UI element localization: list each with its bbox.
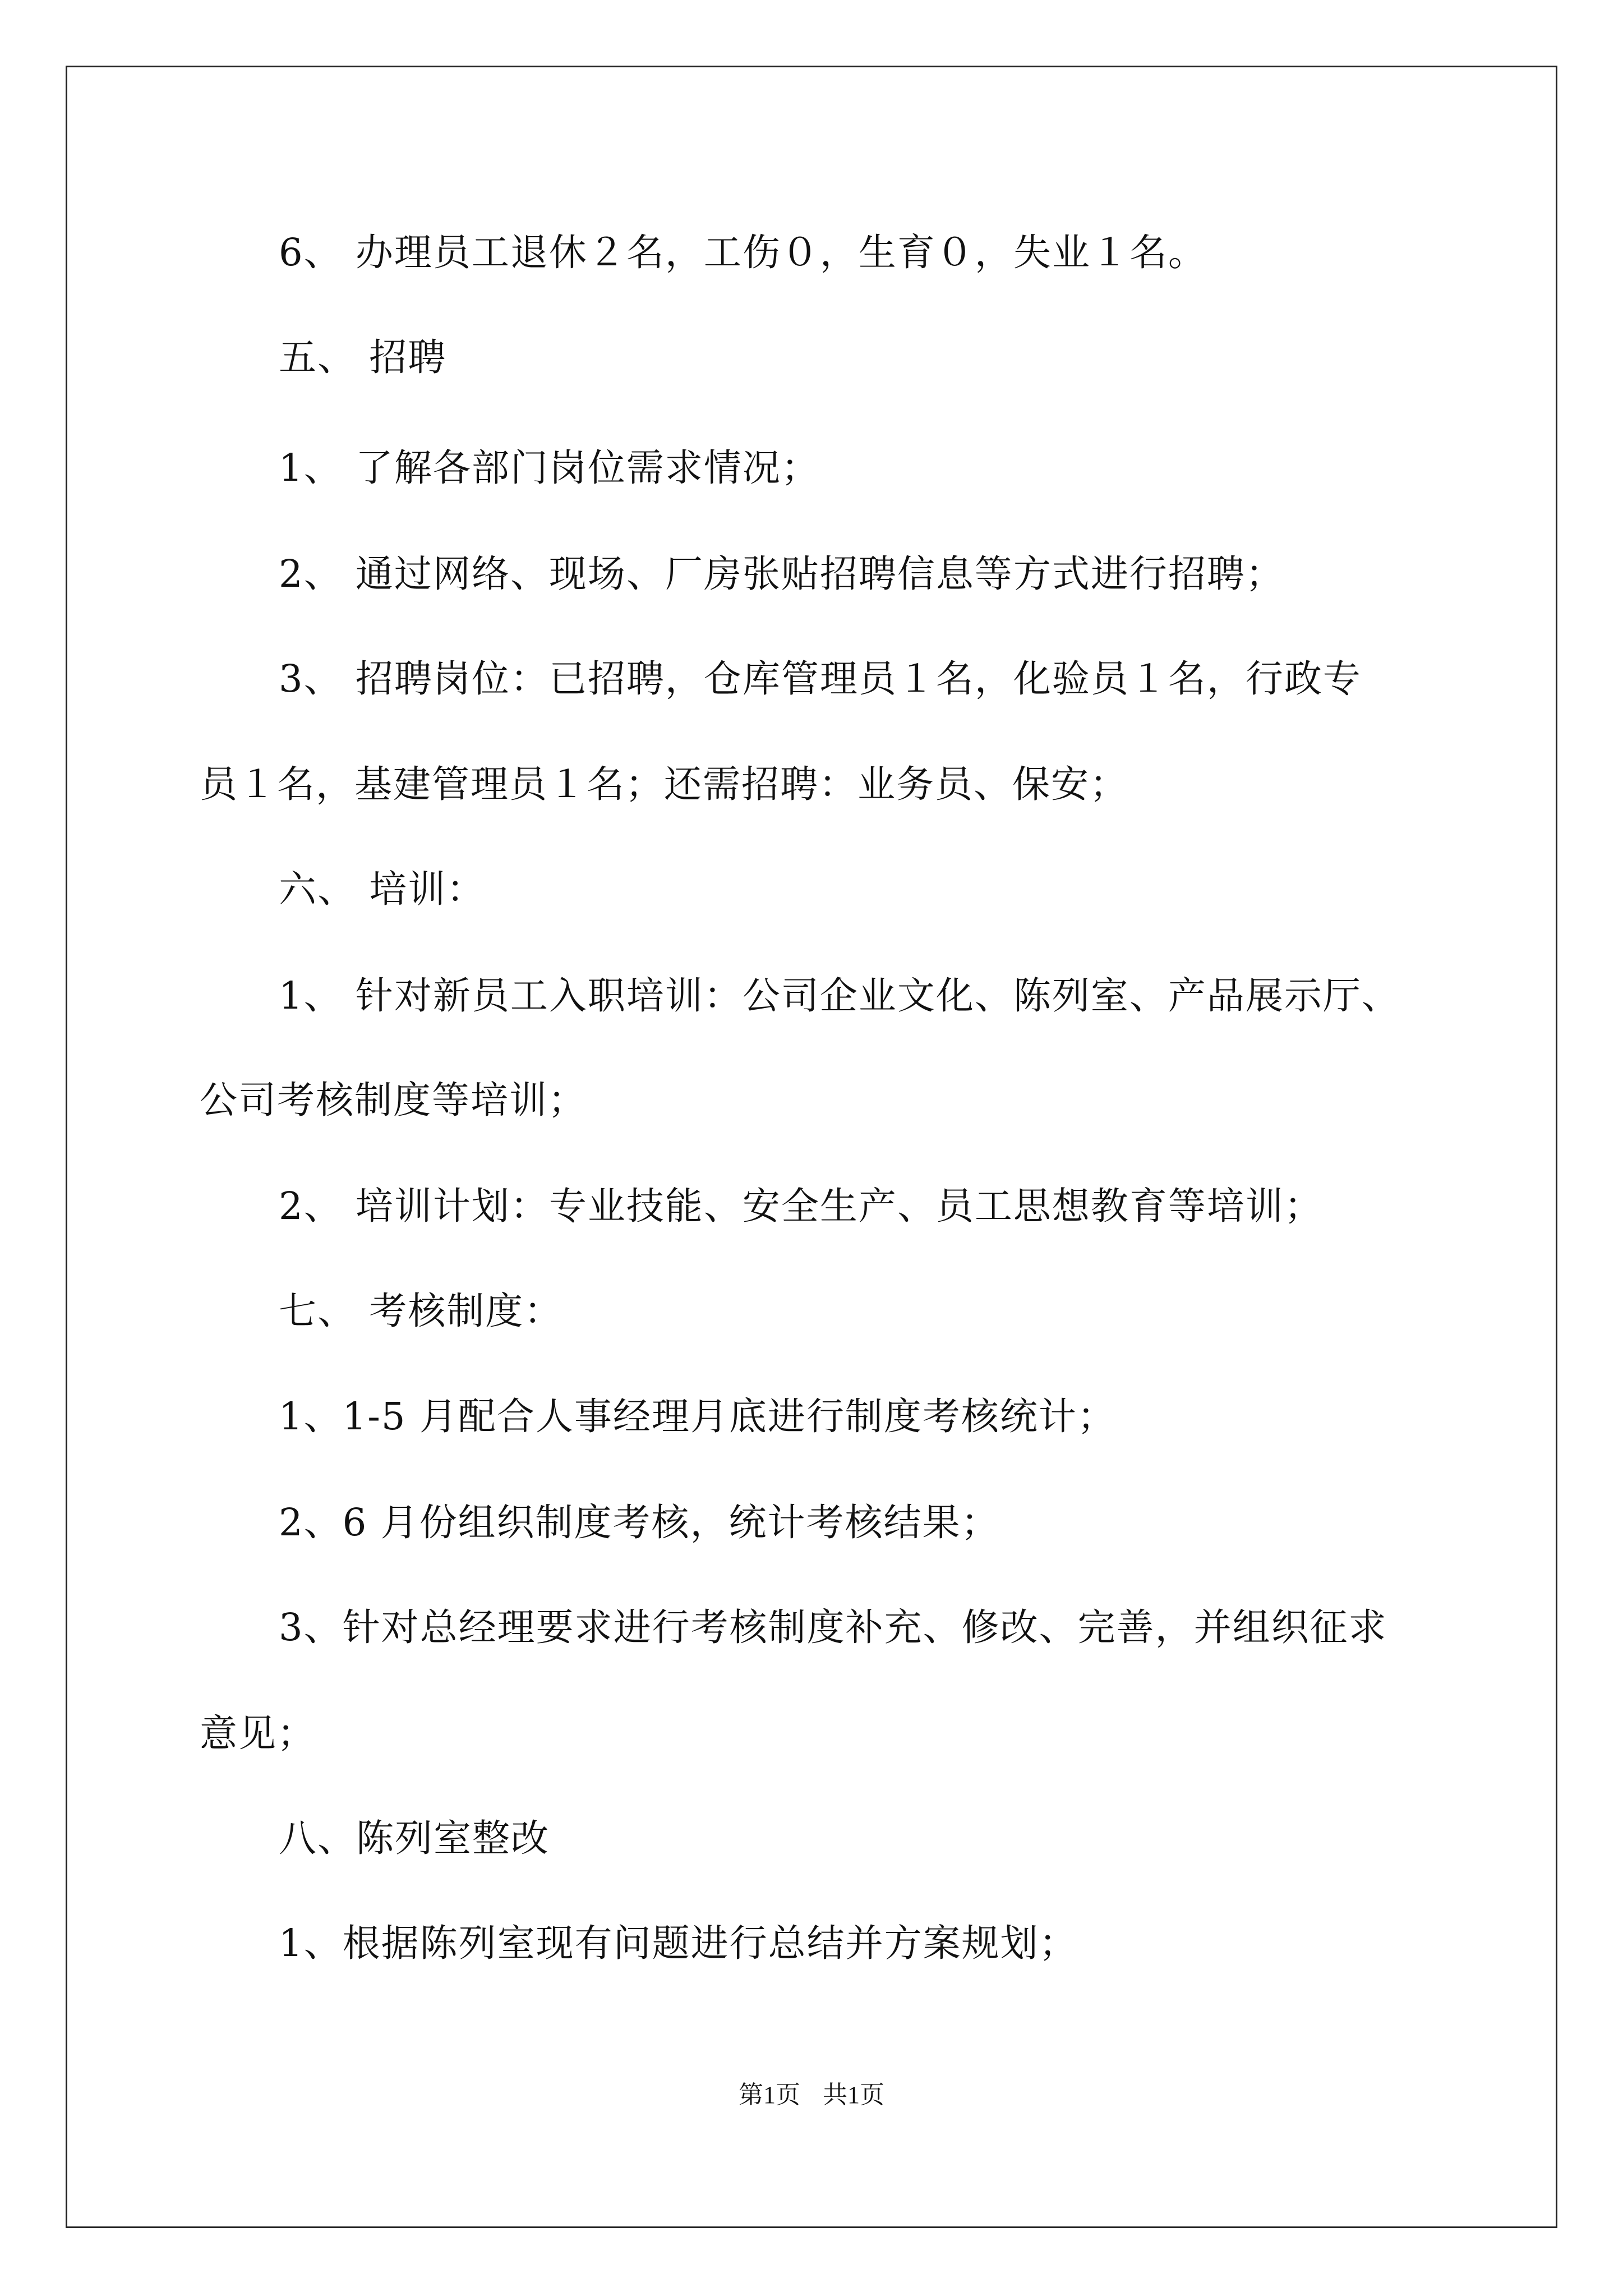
text-line: 1、 了解各部门岗位需求情况； xyxy=(279,446,820,490)
section-heading: 五、 招聘 xyxy=(279,335,447,379)
text-line: 3、针对总经理要求进行考核制度补充、修改、完善，并组织征求 xyxy=(279,1605,1387,1649)
page-border xyxy=(66,66,1557,2228)
text-line: 6、 办理员工退休２名，工伤０，生育０，失业１名。 xyxy=(279,231,1207,274)
text-line: 公司考核制度等培训； xyxy=(200,1078,587,1122)
text-line: 3、 招聘岗位：已招聘，仓库管理员１名，化验员１名，行政专 xyxy=(279,657,1362,701)
text-line: 2、 通过网络、现场、厂房张贴招聘信息等方式进行招聘； xyxy=(279,552,1284,596)
text-line: 1、 针对新员工入职培训：公司企业文化、陈列室、产品展示厅、 xyxy=(279,974,1400,1018)
section-heading: 七、 考核制度： xyxy=(279,1289,563,1333)
page-total: 共1页 xyxy=(823,2081,884,2109)
text-line: 2、6 月份组织制度考核，统计考核结果； xyxy=(279,1501,1000,1544)
page-number: 第1页 xyxy=(739,2081,800,2109)
section-heading: 六、 培训： xyxy=(279,867,486,911)
text-line: 员１名，基建管理员１名；还需招聘：业务员、保安； xyxy=(200,762,1128,806)
text-line: 2、 培训计划：专业技能、安全生产、员工思想教育等培训； xyxy=(279,1184,1323,1228)
page-footer xyxy=(0,2081,1623,2109)
text-line: 意见； xyxy=(200,1711,316,1755)
text-line: 1、1-5 月配合人事经理月底进行制度考核统计； xyxy=(279,1395,1116,1438)
text-line: 1、根据陈列室现有问题进行总结并方案规划； xyxy=(279,1921,1078,1965)
section-heading: 八、陈列室整改 xyxy=(279,1816,550,1860)
